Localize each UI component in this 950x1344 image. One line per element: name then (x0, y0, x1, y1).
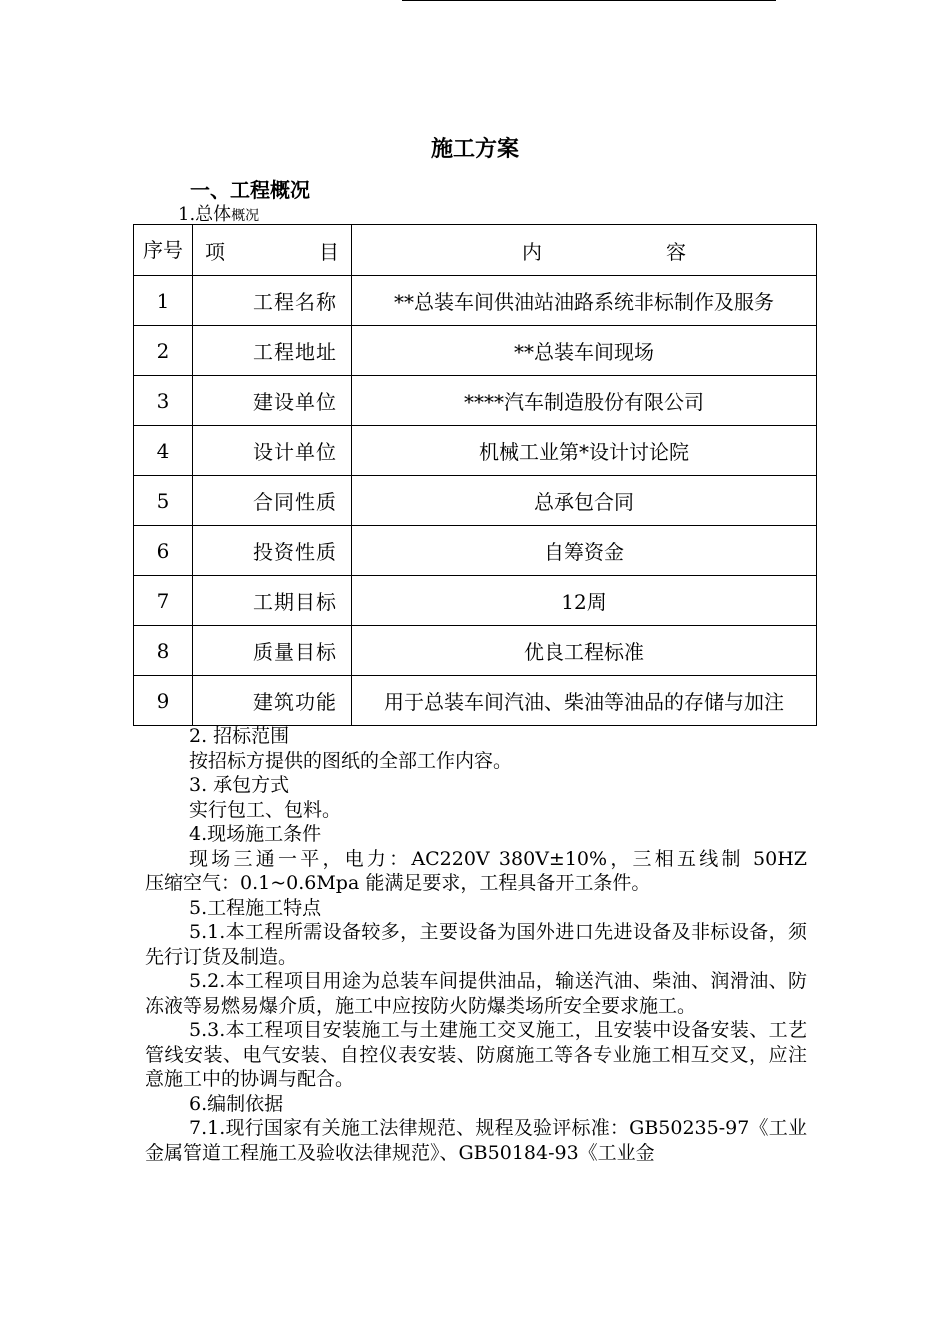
row-content: 12周 (352, 576, 817, 626)
subsection-heading-main: 1.总体 (178, 204, 232, 225)
table-row (134, 376, 817, 426)
row-item: 投资性质 (193, 526, 352, 576)
header-item-part1: 项 (205, 239, 225, 264)
table-row (134, 626, 817, 676)
paragraph-site-conditions-line1: 现场三通一平，电力：AC220V 380V±10%，三相五线制 50HZ (189, 847, 807, 870)
row-no: 1 (134, 276, 193, 326)
table-row (134, 676, 817, 726)
row-content: 总承包合同 (352, 476, 817, 526)
subsection-heading-general (178, 200, 259, 226)
paragraph-bidding-scope: 按招标方提供的图纸的全部工作内容。 (189, 749, 513, 772)
paragraph-site-conditions-line2: 压缩空气：0.1~0.6Mpa 能满足要求，工程具备开工条件。 (145, 872, 651, 894)
row-content: 机械工业第*设计讨论院 (352, 426, 817, 476)
document-title: 施工方案 (430, 137, 519, 162)
heading-contract-mode: 3. 承包方式 (189, 774, 290, 796)
row-item: 工程地址 (193, 326, 352, 376)
row-content: **总装车间供油站油路系统非标制作及服务 (352, 276, 817, 326)
row-item: 设计单位 (193, 426, 352, 476)
row-item: 建设单位 (193, 376, 352, 426)
row-item: 建筑功能 (193, 676, 352, 726)
section-heading-overview: 一、工程概况 (190, 178, 310, 202)
header-content-part2: 容 (666, 239, 686, 264)
row-no: 8 (134, 626, 193, 676)
table-header-row (134, 225, 817, 276)
row-no: 5 (134, 476, 193, 526)
row-no: 2 (134, 326, 193, 376)
row-no: 7 (134, 576, 193, 626)
row-item: 工程名称 (193, 276, 352, 326)
row-item: 质量目标 (193, 626, 352, 676)
header-no: 序号 (134, 225, 193, 276)
table-row (134, 576, 817, 626)
header-item-part2: 目 (319, 239, 339, 264)
paragraph-basis-7-1: 7.1.现行国家有关施工法律规范、规程及验评标准：GB50235-97《工业金属管道工程施工及验收法律规范》、GB50184-93《工业金 (145, 1117, 807, 1164)
row-content: **总装车间现场 (352, 326, 817, 376)
header-item (193, 225, 352, 276)
heading-compilation-basis: 6.编制依据 (189, 1092, 284, 1115)
table-row (134, 276, 817, 326)
header-content-part1: 内 (522, 239, 542, 264)
row-item: 工期目标 (193, 576, 352, 626)
heading-bidding-scope: 2. 招标范围 (189, 725, 290, 747)
header-content (352, 225, 817, 276)
table-row (134, 526, 817, 576)
row-no: 9 (134, 676, 193, 726)
table-row (134, 326, 817, 376)
paragraph-feature-5-2: 5.2.本工程项目用途为总装车间提供油品，输送汽油、柴油、润滑油、防冻液等易燃易爆介质，施工中应按防火防爆类场所安全要求施工。 (145, 970, 807, 1017)
row-no: 6 (134, 526, 193, 576)
paragraph-feature-5-1: 5.1.本工程所需设备较多，主要设备为国外进口先进设备及非标设备，须先行订货及制造。 (145, 921, 807, 968)
row-content: 优良工程标准 (352, 626, 817, 676)
row-content: 用于总装车间汽油、柴油等油品的存储与加注 (352, 676, 817, 726)
subsection-heading-small: 概况 (231, 208, 260, 224)
heading-site-conditions: 4.现场施工条件 (189, 823, 322, 845)
header-rule (402, 0, 776, 1)
row-no: 3 (134, 376, 193, 426)
paragraph-feature-5-3: 5.3.本工程项目安装施工与土建施工交叉施工，且安装中设备安装、工艺管线安装、电气安装、自控仪表安装、防腐施工等各专业施工相互交叉，应注意施工中的协调与配合。 (145, 1019, 807, 1090)
heading-construction-features: 5.工程施工特点 (189, 896, 322, 919)
table-row (134, 426, 817, 476)
paragraph-contract-mode: 实行包工、包料。 (189, 798, 342, 821)
row-content: 自筹资金 (352, 526, 817, 576)
row-content: ****汽车制造股份有限公司 (352, 376, 817, 426)
body-text (145, 724, 807, 1165)
table-row (134, 476, 817, 526)
row-no: 4 (134, 426, 193, 476)
overview-table (133, 224, 817, 726)
row-item: 合同性质 (193, 476, 352, 526)
